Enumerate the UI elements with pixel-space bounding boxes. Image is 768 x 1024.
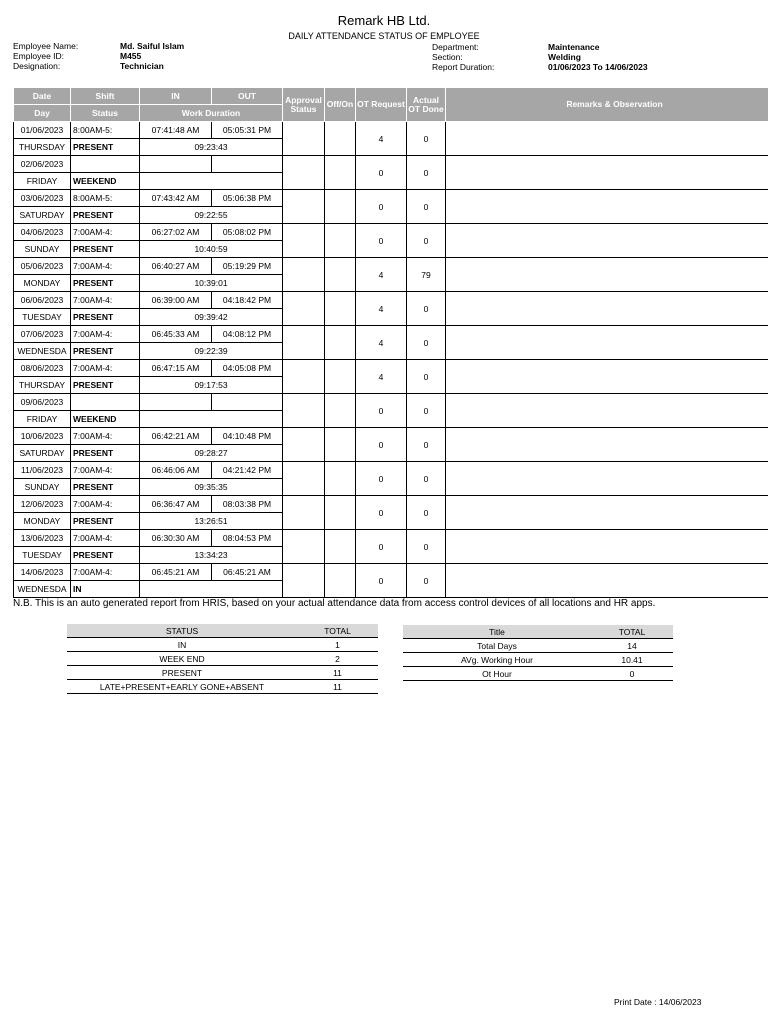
totals-summary-row bbox=[403, 639, 673, 653]
row-remarks bbox=[446, 258, 768, 292]
totals-summary-value: 10.41 bbox=[591, 653, 673, 667]
print-date bbox=[614, 997, 701, 1007]
row-shift: 7:00AM-4: bbox=[71, 428, 140, 445]
row-day: SATURDAY bbox=[14, 207, 71, 224]
status-summary-header-total: TOTAL bbox=[297, 624, 378, 638]
section: Welding bbox=[548, 52, 581, 62]
attendance-row bbox=[14, 360, 768, 377]
attendance-row bbox=[14, 122, 768, 139]
totals-summary-row bbox=[403, 653, 673, 667]
row-approval-status bbox=[283, 462, 325, 496]
row-approval-status bbox=[283, 360, 325, 394]
footnote: N.B. This is an auto generated report from HRIS, based on your actual attendance data from access control devices of all locations and HR apps. bbox=[13, 598, 656, 609]
status-summary-label: LATE+PRESENT+EARLY GONE+ABSENT bbox=[67, 680, 297, 694]
row-in-time: 06:30:30 AM bbox=[140, 530, 212, 547]
status-summary-table bbox=[67, 624, 378, 694]
row-remarks bbox=[446, 360, 768, 394]
row-date: 04/06/2023 bbox=[14, 224, 71, 241]
row-status: WEEKEND bbox=[71, 411, 140, 428]
row-status: PRESENT bbox=[71, 377, 140, 394]
row-in-time: 06:46:06 AM bbox=[140, 462, 212, 479]
row-in-time: 07:41:48 AM bbox=[140, 122, 212, 139]
header-actual-ot: Actual OT Done bbox=[407, 88, 446, 122]
totals-summary-value: 0 bbox=[591, 667, 673, 681]
row-actual-ot: 0 bbox=[407, 224, 446, 258]
row-actual-ot: 0 bbox=[407, 462, 446, 496]
row-actual-ot: 0 bbox=[407, 394, 446, 428]
row-in-time: 06:36:47 AM bbox=[140, 496, 212, 513]
department-label: Department: bbox=[432, 42, 479, 52]
status-summary-value: 11 bbox=[297, 680, 378, 694]
header-date: Date bbox=[14, 88, 71, 105]
row-actual-ot: 0 bbox=[407, 156, 446, 190]
row-status: PRESENT bbox=[71, 343, 140, 360]
row-status: PRESENT bbox=[71, 139, 140, 156]
row-day: THURSDAY bbox=[14, 377, 71, 394]
row-shift: 7:00AM-4: bbox=[71, 258, 140, 275]
row-out-time: 04:08:12 PM bbox=[212, 326, 283, 343]
attendance-row bbox=[14, 326, 768, 343]
row-status: WEEKEND bbox=[71, 173, 140, 190]
row-date: 11/06/2023 bbox=[14, 462, 71, 479]
status-summary-label: WEEK END bbox=[67, 652, 297, 666]
row-day: TUESDAY bbox=[14, 547, 71, 564]
row-work-duration: 10:39:01 bbox=[140, 275, 283, 292]
row-date: 09/06/2023 bbox=[14, 394, 71, 411]
row-ot-request: 0 bbox=[356, 496, 407, 530]
header-in: IN bbox=[140, 88, 212, 105]
row-ot-request: 0 bbox=[356, 564, 407, 598]
row-in-time: 06:47:15 AM bbox=[140, 360, 212, 377]
row-ot-request: 4 bbox=[356, 258, 407, 292]
row-off-on bbox=[325, 360, 356, 394]
status-summary-label: IN bbox=[67, 638, 297, 652]
row-date: 12/06/2023 bbox=[14, 496, 71, 513]
row-day: MONDAY bbox=[14, 513, 71, 530]
row-in-time: 06:45:33 AM bbox=[140, 326, 212, 343]
designation-label: Designation: bbox=[13, 61, 61, 71]
row-day: SUNDAY bbox=[14, 479, 71, 496]
row-off-on bbox=[325, 258, 356, 292]
report-title: DAILY ATTENDANCE STATUS OF EMPLOYEE bbox=[288, 31, 480, 41]
row-work-duration: 09:35:35 bbox=[140, 479, 283, 496]
header-day: Day bbox=[14, 105, 71, 122]
attendance-row bbox=[14, 190, 768, 207]
totals-summary-label: Total Days bbox=[403, 639, 591, 653]
status-summary-header-status: STATUS bbox=[67, 624, 297, 638]
row-actual-ot: 0 bbox=[407, 122, 446, 156]
totals-summary-label: AVg. Working Hour bbox=[403, 653, 591, 667]
status-summary-row bbox=[67, 680, 378, 694]
row-status: PRESENT bbox=[71, 513, 140, 530]
row-shift: 7:00AM-4: bbox=[71, 530, 140, 547]
row-off-on bbox=[325, 496, 356, 530]
row-approval-status bbox=[283, 292, 325, 326]
totals-summary-row bbox=[403, 667, 673, 681]
row-out-time: 04:05:08 PM bbox=[212, 360, 283, 377]
header-approval-status: Approval Status bbox=[283, 88, 325, 122]
row-status: PRESENT bbox=[71, 309, 140, 326]
row-date: 01/06/2023 bbox=[14, 122, 71, 139]
row-date: 05/06/2023 bbox=[14, 258, 71, 275]
row-off-on bbox=[325, 428, 356, 462]
row-date: 14/06/2023 bbox=[14, 564, 71, 581]
row-remarks bbox=[446, 122, 768, 156]
row-remarks bbox=[446, 224, 768, 258]
department: Maintenance bbox=[548, 42, 600, 52]
row-ot-request: 4 bbox=[356, 122, 407, 156]
row-in-time bbox=[140, 394, 212, 411]
row-ot-request: 0 bbox=[356, 156, 407, 190]
row-ot-request: 0 bbox=[356, 224, 407, 258]
row-remarks bbox=[446, 394, 768, 428]
totals-summary-table bbox=[403, 625, 673, 681]
row-work-duration: 09:22:39 bbox=[140, 343, 283, 360]
row-remarks bbox=[446, 428, 768, 462]
row-out-time: 05:06:38 PM bbox=[212, 190, 283, 207]
row-out-time: 05:05:31 PM bbox=[212, 122, 283, 139]
header-off-on: Off/On bbox=[325, 88, 356, 122]
row-out-time bbox=[212, 156, 283, 173]
row-date: 10/06/2023 bbox=[14, 428, 71, 445]
row-status: PRESENT bbox=[71, 479, 140, 496]
row-approval-status bbox=[283, 258, 325, 292]
row-actual-ot: 0 bbox=[407, 564, 446, 598]
header-remarks: Remarks & Observation bbox=[446, 88, 768, 122]
attendance-row bbox=[14, 156, 768, 173]
row-in-time: 06:27:02 AM bbox=[140, 224, 212, 241]
row-out-time: 04:10:48 PM bbox=[212, 428, 283, 445]
attendance-row bbox=[14, 530, 768, 547]
row-day: WEDNESDA bbox=[14, 343, 71, 360]
row-ot-request: 0 bbox=[356, 394, 407, 428]
row-date: 07/06/2023 bbox=[14, 326, 71, 343]
row-work-duration: 13:26:51 bbox=[140, 513, 283, 530]
row-ot-request: 0 bbox=[356, 428, 407, 462]
row-status: PRESENT bbox=[71, 445, 140, 462]
row-out-time: 05:08:02 PM bbox=[212, 224, 283, 241]
row-ot-request: 0 bbox=[356, 530, 407, 564]
row-work-duration: 09:28:27 bbox=[140, 445, 283, 462]
row-date: 03/06/2023 bbox=[14, 190, 71, 207]
row-approval-status bbox=[283, 156, 325, 190]
row-day: WEDNESDA bbox=[14, 581, 71, 598]
row-status: PRESENT bbox=[71, 241, 140, 258]
row-shift: 8:00AM-5: bbox=[71, 122, 140, 139]
row-day: THURSDAY bbox=[14, 139, 71, 156]
row-approval-status bbox=[283, 530, 325, 564]
row-remarks bbox=[446, 292, 768, 326]
row-out-time: 04:21:42 PM bbox=[212, 462, 283, 479]
row-remarks bbox=[446, 190, 768, 224]
row-out-time: 08:03:38 PM bbox=[212, 496, 283, 513]
row-day: FRIDAY bbox=[14, 411, 71, 428]
row-actual-ot: 0 bbox=[407, 530, 446, 564]
row-in-time: 06:42:21 AM bbox=[140, 428, 212, 445]
row-approval-status bbox=[283, 190, 325, 224]
totals-summary-header-title: Title bbox=[403, 625, 591, 639]
row-shift: 7:00AM-4: bbox=[71, 326, 140, 343]
attendance-row bbox=[14, 496, 768, 513]
row-off-on bbox=[325, 530, 356, 564]
row-approval-status bbox=[283, 428, 325, 462]
status-summary-value: 11 bbox=[297, 666, 378, 680]
row-shift: 7:00AM-4: bbox=[71, 224, 140, 241]
row-actual-ot: 0 bbox=[407, 360, 446, 394]
row-status: IN bbox=[71, 581, 140, 598]
status-summary-row bbox=[67, 638, 378, 652]
row-off-on bbox=[325, 224, 356, 258]
status-summary-value: 2 bbox=[297, 652, 378, 666]
section-label: Section: bbox=[432, 52, 463, 62]
row-shift bbox=[71, 156, 140, 173]
attendance-row bbox=[14, 564, 768, 581]
attendance-row bbox=[14, 258, 768, 275]
employee-id: M455 bbox=[120, 51, 142, 61]
row-approval-status bbox=[283, 122, 325, 156]
row-ot-request: 4 bbox=[356, 326, 407, 360]
designation: Technician bbox=[120, 61, 164, 71]
totals-summary-value: 14 bbox=[591, 639, 673, 653]
row-shift: 7:00AM-4: bbox=[71, 292, 140, 309]
row-date: 13/06/2023 bbox=[14, 530, 71, 547]
row-in-time bbox=[140, 156, 212, 173]
header-out: OUT bbox=[212, 88, 283, 105]
row-shift: 7:00AM-4: bbox=[71, 564, 140, 581]
row-off-on bbox=[325, 292, 356, 326]
row-approval-status bbox=[283, 394, 325, 428]
report-duration-label: Report Duration: bbox=[432, 62, 495, 72]
row-work-duration: 09:39:42 bbox=[140, 309, 283, 326]
row-day: FRIDAY bbox=[14, 173, 71, 190]
row-off-on bbox=[325, 326, 356, 360]
print-date-label: Print Date : bbox=[614, 997, 657, 1007]
row-out-time: 04:18:42 PM bbox=[212, 292, 283, 309]
row-out-time: 05:19:29 PM bbox=[212, 258, 283, 275]
row-status: PRESENT bbox=[71, 547, 140, 564]
row-day: SATURDAY bbox=[14, 445, 71, 462]
row-approval-status bbox=[283, 496, 325, 530]
row-remarks bbox=[446, 496, 768, 530]
totals-summary-header-total: TOTAL bbox=[591, 625, 673, 639]
row-status: PRESENT bbox=[71, 275, 140, 292]
row-off-on bbox=[325, 394, 356, 428]
row-in-time: 06:40:27 AM bbox=[140, 258, 212, 275]
status-summary-row bbox=[67, 652, 378, 666]
row-work-duration: 09:22:55 bbox=[140, 207, 283, 224]
row-off-on bbox=[325, 190, 356, 224]
attendance-row bbox=[14, 224, 768, 241]
employee-name: Md. Saiful Islam bbox=[120, 41, 185, 51]
attendance-row bbox=[14, 394, 768, 411]
row-day: SUNDAY bbox=[14, 241, 71, 258]
row-shift: 7:00AM-4: bbox=[71, 496, 140, 513]
row-ot-request: 4 bbox=[356, 360, 407, 394]
row-approval-status bbox=[283, 564, 325, 598]
totals-summary-label: Ot Hour bbox=[403, 667, 591, 681]
row-off-on bbox=[325, 156, 356, 190]
row-shift: 7:00AM-4: bbox=[71, 462, 140, 479]
row-remarks bbox=[446, 156, 768, 190]
row-out-time: 06:45:21 AM bbox=[212, 564, 283, 581]
row-work-duration: 13:34:23 bbox=[140, 547, 283, 564]
header-shift: Shift bbox=[71, 88, 140, 105]
row-ot-request: 0 bbox=[356, 462, 407, 496]
row-status: PRESENT bbox=[71, 207, 140, 224]
company-name: Remark HB Ltd. bbox=[337, 13, 431, 28]
row-date: 08/06/2023 bbox=[14, 360, 71, 377]
row-work-duration: 10:40:59 bbox=[140, 241, 283, 258]
row-out-time bbox=[212, 394, 283, 411]
row-remarks bbox=[446, 564, 768, 598]
row-shift: 8:00AM-5: bbox=[71, 190, 140, 207]
row-remarks bbox=[446, 326, 768, 360]
row-actual-ot: 0 bbox=[407, 496, 446, 530]
row-actual-ot: 0 bbox=[407, 190, 446, 224]
row-remarks bbox=[446, 530, 768, 564]
attendance-rows bbox=[14, 122, 768, 598]
attendance-row bbox=[14, 428, 768, 445]
status-summary-row bbox=[67, 666, 378, 680]
report-duration: 01/06/2023 To 14/06/2023 bbox=[548, 62, 648, 72]
row-shift bbox=[71, 394, 140, 411]
row-ot-request: 4 bbox=[356, 292, 407, 326]
header-status: Status bbox=[71, 105, 140, 122]
header-ot-request: OT Request bbox=[356, 88, 407, 122]
row-remarks bbox=[446, 462, 768, 496]
row-off-on bbox=[325, 564, 356, 598]
row-approval-status bbox=[283, 224, 325, 258]
row-day: TUESDAY bbox=[14, 309, 71, 326]
row-in-time: 06:45:21 AM bbox=[140, 564, 212, 581]
row-work-duration bbox=[140, 581, 283, 598]
print-date-value: 14/06/2023 bbox=[658, 997, 702, 1007]
row-out-time: 08:04:53 PM bbox=[212, 530, 283, 547]
employee-name-label: Employee Name: bbox=[13, 41, 79, 51]
attendance-table bbox=[13, 87, 768, 598]
row-work-duration: 09:17:53 bbox=[140, 377, 283, 394]
row-work-duration bbox=[140, 411, 283, 428]
row-work-duration: 09:23:43 bbox=[140, 139, 283, 156]
row-ot-request: 0 bbox=[356, 190, 407, 224]
row-off-on bbox=[325, 122, 356, 156]
row-off-on bbox=[325, 462, 356, 496]
row-date: 02/06/2023 bbox=[14, 156, 71, 173]
row-day: MONDAY bbox=[14, 275, 71, 292]
attendance-row bbox=[14, 292, 768, 309]
header-work-duration: Work Duration bbox=[140, 105, 283, 122]
row-actual-ot: 0 bbox=[407, 292, 446, 326]
row-approval-status bbox=[283, 326, 325, 360]
row-in-time: 06:39:00 AM bbox=[140, 292, 212, 309]
row-date: 06/06/2023 bbox=[14, 292, 71, 309]
row-work-duration bbox=[140, 173, 283, 190]
row-shift: 7:00AM-4: bbox=[71, 360, 140, 377]
status-summary-value: 1 bbox=[297, 638, 378, 652]
attendance-row bbox=[14, 462, 768, 479]
employee-id-label: Employee ID: bbox=[13, 51, 65, 61]
row-actual-ot: 79 bbox=[407, 258, 446, 292]
row-in-time: 07:43:42 AM bbox=[140, 190, 212, 207]
row-actual-ot: 0 bbox=[407, 428, 446, 462]
status-summary-label: PRESENT bbox=[67, 666, 297, 680]
row-actual-ot: 0 bbox=[407, 326, 446, 360]
